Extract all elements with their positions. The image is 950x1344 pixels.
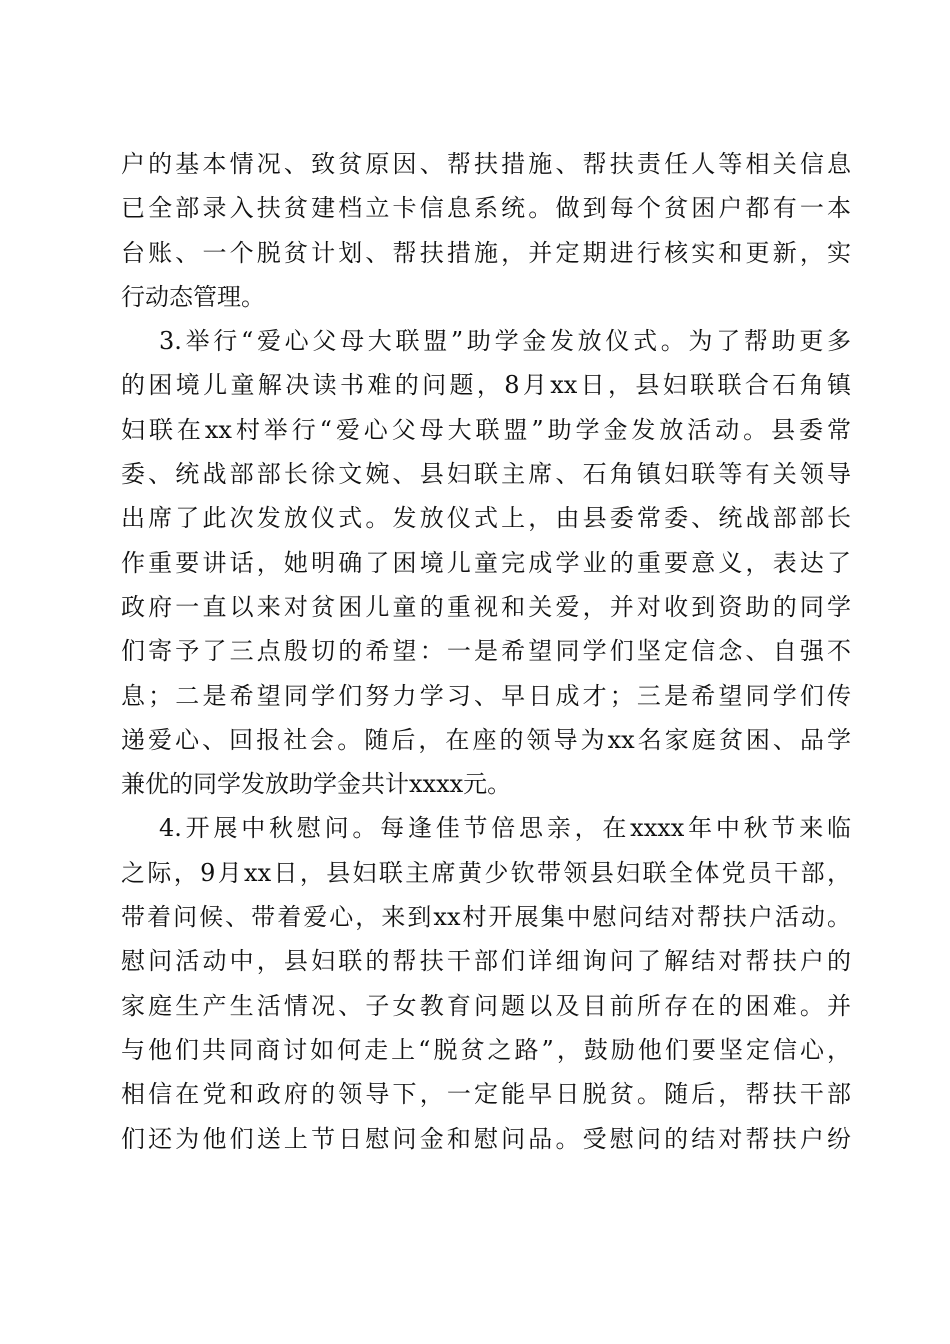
text-line: 出席了此次发放仪式。发放仪式上，由县委常委、统战部部长 [121,504,851,533]
paragraph-continuation [121,142,851,319]
text-line: 政府一直以来对贫困儿童的重视和关爱，并对收到资助的同学 [121,592,851,621]
text-line: 妇联在xx村举行“爱心父母大联盟”助学金发放活动。县委常 [121,415,851,444]
text-line: 递爱心、回报社会。随后，在座的领导为xx名家庭贫困、品学 [121,725,851,754]
text-line: 慰问活动中，县妇联的帮扶干部们详细询问了解结对帮扶户的 [121,947,851,976]
text-line: 行动态管理。 [121,282,265,311]
text-line: 家庭生产生活情况、子女教育问题以及目前所存在的困难。并 [121,991,851,1020]
text-line: 带着问候、带着爱心，来到xx村开展集中慰问结对帮扶户活动。 [121,903,851,932]
paragraph-3-scholarship-ceremony [121,319,851,806]
text-line: 们还为他们送上节日慰问金和慰问品。受慰问的结对帮扶户纷 [121,1124,851,1153]
text-line: 委、统战部部长徐文婉、县妇联主席、石角镇妇联等有关领导 [121,460,851,489]
text-line: 的困境儿童解决读书难的问题，8月xx日，县妇联联合石角镇 [121,371,851,400]
text-line: 之际，9月xx日，县妇联主席黄少钦带领县妇联全体党员干部， [121,858,851,887]
text-line: 户的基本情况、致贫原因、帮扶措施、帮扶责任人等相关信息 [121,150,851,178]
text-line: 们寄予了三点殷切的希望：一是希望同学们坚定信念、自强不 [121,637,851,666]
text-line: 4.开展中秋慰问。每逢佳节倍思亲，在xxxx年中秋节来临 [159,814,851,843]
text-line: 已全部录入扶贫建档立卡信息系统。做到每个贫困户都有一本 [121,194,851,223]
document-body [121,142,851,1161]
text-line: 3.举行“爱心父母大联盟”助学金发放仪式。为了帮助更多 [159,327,851,356]
text-line: 息；二是希望同学们努力学习、早日成才；三是希望同学们传 [121,681,851,710]
text-line: 相信在党和政府的领导下，一定能早日脱贫。随后，帮扶干部 [121,1080,851,1109]
text-line: 台账、一个脱贫计划、帮扶措施，并定期进行核实和更新，实 [121,238,851,267]
paragraph-4-mid-autumn-visit [121,806,851,1160]
text-line: 与他们共同商讨如何走上“脱贫之路”，鼓励他们要坚定信心， [121,1035,851,1064]
text-line: 作重要讲话，她明确了困境儿童完成学业的重要意义，表达了 [121,548,851,577]
text-line: 兼优的同学发放助学金共计xxxx元。 [121,770,512,799]
